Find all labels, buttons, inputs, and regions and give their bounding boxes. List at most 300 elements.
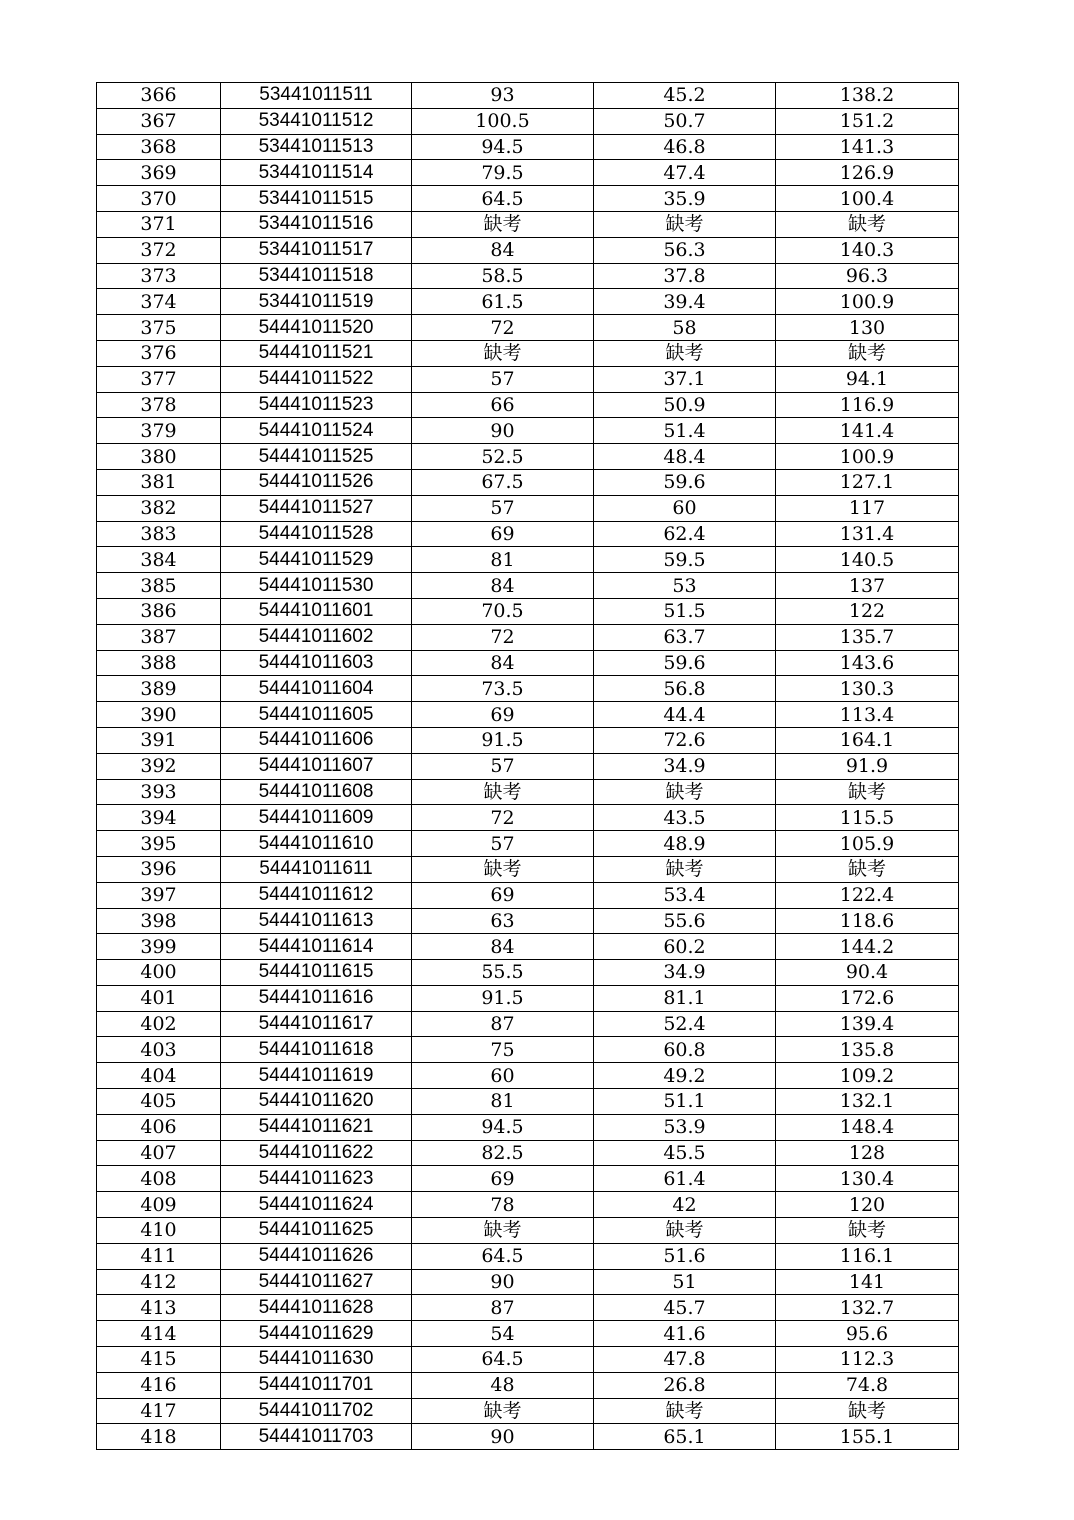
score-1-cell: 57 <box>412 831 594 857</box>
total-score-cell: 120 <box>776 1192 959 1218</box>
score-2-cell: 51 <box>594 1269 776 1295</box>
score-1-cell: 78 <box>412 1192 594 1218</box>
total-score-cell: 144.2 <box>776 934 959 960</box>
seq-cell: 389 <box>97 676 221 702</box>
seq-cell: 379 <box>97 418 221 444</box>
table-row <box>97 676 959 702</box>
score-1-cell: 84 <box>412 934 594 960</box>
score-2-cell: 49.2 <box>594 1063 776 1089</box>
seq-cell: 416 <box>97 1372 221 1398</box>
score-1-cell: 91.5 <box>412 727 594 753</box>
score-1-cell: 100.5 <box>412 108 594 134</box>
total-score-cell: 141.3 <box>776 134 959 160</box>
exam-id-cell: 54441011623 <box>221 1166 412 1192</box>
total-score-cell: 132.7 <box>776 1295 959 1321</box>
table-row <box>97 1218 959 1244</box>
table-row <box>97 186 959 212</box>
exam-id-cell: 53441011514 <box>221 160 412 186</box>
seq-cell: 378 <box>97 392 221 418</box>
total-score-cell: 117 <box>776 495 959 521</box>
score-2-cell: 59.5 <box>594 547 776 573</box>
exam-id-cell: 53441011518 <box>221 263 412 289</box>
seq-cell: 414 <box>97 1321 221 1347</box>
total-score-cell: 141.4 <box>776 418 959 444</box>
exam-id-cell: 54441011606 <box>221 727 412 753</box>
score-1-cell: 60 <box>412 1063 594 1089</box>
table-row <box>97 934 959 960</box>
exam-id-cell: 54441011616 <box>221 985 412 1011</box>
table-row <box>97 495 959 521</box>
table-row <box>97 1347 959 1373</box>
seq-cell: 407 <box>97 1140 221 1166</box>
seq-cell: 396 <box>97 856 221 882</box>
table-row <box>97 237 959 263</box>
table-row <box>97 1192 959 1218</box>
exam-id-cell: 53441011515 <box>221 186 412 212</box>
total-score-cell: 135.8 <box>776 1037 959 1063</box>
table-row <box>97 908 959 934</box>
table-row <box>97 1321 959 1347</box>
table-row <box>97 289 959 315</box>
seq-cell: 369 <box>97 160 221 186</box>
total-score-cell: 143.6 <box>776 650 959 676</box>
score-1-cell: 61.5 <box>412 289 594 315</box>
table-row <box>97 856 959 882</box>
seq-cell: 384 <box>97 547 221 573</box>
score-1-cell: 79.5 <box>412 160 594 186</box>
total-score-cell: 74.8 <box>776 1372 959 1398</box>
total-score-cell: 95.6 <box>776 1321 959 1347</box>
exam-id-cell: 54441011521 <box>221 340 412 366</box>
exam-id-cell: 54441011605 <box>221 702 412 728</box>
seq-cell: 412 <box>97 1269 221 1295</box>
score-1-cell: 72 <box>412 805 594 831</box>
seq-cell: 388 <box>97 650 221 676</box>
table-row <box>97 1295 959 1321</box>
exam-id-cell: 53441011513 <box>221 134 412 160</box>
seq-cell: 387 <box>97 624 221 650</box>
exam-id-cell: 54441011601 <box>221 598 412 624</box>
score-2-cell: 81.1 <box>594 985 776 1011</box>
table-row <box>97 211 959 237</box>
seq-cell: 397 <box>97 882 221 908</box>
seq-cell: 403 <box>97 1037 221 1063</box>
exam-id-cell: 54441011625 <box>221 1218 412 1244</box>
total-score-cell: 113.4 <box>776 702 959 728</box>
table-row <box>97 831 959 857</box>
score-2-cell: 48.4 <box>594 444 776 470</box>
score-table <box>96 82 959 1450</box>
exam-id-cell: 54441011603 <box>221 650 412 676</box>
exam-id-cell: 54441011626 <box>221 1243 412 1269</box>
table-row <box>97 469 959 495</box>
score-2-cell: 56.3 <box>594 237 776 263</box>
table-row <box>97 444 959 470</box>
exam-id-cell: 54441011621 <box>221 1114 412 1140</box>
exam-id-cell: 54441011609 <box>221 805 412 831</box>
total-score-cell: 130.3 <box>776 676 959 702</box>
seq-cell: 393 <box>97 779 221 805</box>
table-row <box>97 1063 959 1089</box>
score-1-cell: 缺考 <box>412 779 594 805</box>
table-row <box>97 418 959 444</box>
score-2-cell: 58 <box>594 315 776 341</box>
seq-cell: 410 <box>97 1218 221 1244</box>
score-1-cell: 69 <box>412 1166 594 1192</box>
exam-id-cell: 54441011703 <box>221 1424 412 1450</box>
table-row <box>97 1011 959 1037</box>
total-score-cell: 122.4 <box>776 882 959 908</box>
table-row <box>97 1037 959 1063</box>
score-1-cell: 58.5 <box>412 263 594 289</box>
score-2-cell: 51.4 <box>594 418 776 444</box>
score-1-cell: 69 <box>412 521 594 547</box>
score-2-cell: 60 <box>594 495 776 521</box>
seq-cell: 385 <box>97 573 221 599</box>
total-score-cell: 139.4 <box>776 1011 959 1037</box>
score-1-cell: 81 <box>412 1089 594 1115</box>
score-2-cell: 55.6 <box>594 908 776 934</box>
score-1-cell: 94.5 <box>412 134 594 160</box>
score-1-cell: 缺考 <box>412 1398 594 1424</box>
table-row <box>97 134 959 160</box>
score-2-cell: 50.7 <box>594 108 776 134</box>
total-score-cell: 116.9 <box>776 392 959 418</box>
total-score-cell: 96.3 <box>776 263 959 289</box>
exam-id-cell: 54441011525 <box>221 444 412 470</box>
score-1-cell: 87 <box>412 1011 594 1037</box>
table-row <box>97 108 959 134</box>
total-score-cell: 100.9 <box>776 289 959 315</box>
total-score-cell: 155.1 <box>776 1424 959 1450</box>
score-2-cell: 39.4 <box>594 289 776 315</box>
total-score-cell: 118.6 <box>776 908 959 934</box>
score-1-cell: 缺考 <box>412 1218 594 1244</box>
total-score-cell: 138.2 <box>776 83 959 109</box>
table-row <box>97 521 959 547</box>
score-1-cell: 69 <box>412 702 594 728</box>
score-2-cell: 26.8 <box>594 1372 776 1398</box>
score-1-cell: 54 <box>412 1321 594 1347</box>
score-2-cell: 61.4 <box>594 1166 776 1192</box>
total-score-cell: 140.3 <box>776 237 959 263</box>
score-1-cell: 64.5 <box>412 186 594 212</box>
total-score-cell: 137 <box>776 573 959 599</box>
score-2-cell: 缺考 <box>594 779 776 805</box>
table-row <box>97 1166 959 1192</box>
exam-id-cell: 54441011613 <box>221 908 412 934</box>
score-1-cell: 70.5 <box>412 598 594 624</box>
exam-id-cell: 54441011530 <box>221 573 412 599</box>
exam-id-cell: 53441011517 <box>221 237 412 263</box>
table-row <box>97 598 959 624</box>
score-2-cell: 45.2 <box>594 83 776 109</box>
exam-id-cell: 54441011526 <box>221 469 412 495</box>
total-score-cell: 128 <box>776 1140 959 1166</box>
table-row <box>97 1089 959 1115</box>
score-1-cell: 84 <box>412 237 594 263</box>
total-score-cell: 缺考 <box>776 1398 959 1424</box>
table-row <box>97 1269 959 1295</box>
score-2-cell: 60.2 <box>594 934 776 960</box>
table-row <box>97 882 959 908</box>
score-1-cell: 48 <box>412 1372 594 1398</box>
score-2-cell: 53.4 <box>594 882 776 908</box>
exam-id-cell: 54441011614 <box>221 934 412 960</box>
exam-id-cell: 54441011528 <box>221 521 412 547</box>
score-table-body <box>97 83 959 1450</box>
score-2-cell: 72.6 <box>594 727 776 753</box>
total-score-cell: 131.4 <box>776 521 959 547</box>
seq-cell: 402 <box>97 1011 221 1037</box>
table-row <box>97 753 959 779</box>
seq-cell: 390 <box>97 702 221 728</box>
total-score-cell: 122 <box>776 598 959 624</box>
seq-cell: 417 <box>97 1398 221 1424</box>
table-row <box>97 1424 959 1450</box>
seq-cell: 370 <box>97 186 221 212</box>
total-score-cell: 172.6 <box>776 985 959 1011</box>
seq-cell: 411 <box>97 1243 221 1269</box>
seq-cell: 375 <box>97 315 221 341</box>
seq-cell: 373 <box>97 263 221 289</box>
exam-id-cell: 54441011619 <box>221 1063 412 1089</box>
exam-id-cell: 53441011519 <box>221 289 412 315</box>
exam-id-cell: 54441011620 <box>221 1089 412 1115</box>
score-1-cell: 90 <box>412 1269 594 1295</box>
table-row <box>97 650 959 676</box>
seq-cell: 418 <box>97 1424 221 1450</box>
score-1-cell: 75 <box>412 1037 594 1063</box>
exam-id-cell: 54441011612 <box>221 882 412 908</box>
score-2-cell: 37.1 <box>594 366 776 392</box>
score-1-cell: 81 <box>412 547 594 573</box>
exam-id-cell: 54441011529 <box>221 547 412 573</box>
score-2-cell: 53 <box>594 573 776 599</box>
score-1-cell: 缺考 <box>412 340 594 366</box>
table-row <box>97 160 959 186</box>
total-score-cell: 缺考 <box>776 340 959 366</box>
table-row <box>97 83 959 109</box>
table-row <box>97 1372 959 1398</box>
seq-cell: 398 <box>97 908 221 934</box>
score-2-cell: 47.4 <box>594 160 776 186</box>
score-1-cell: 82.5 <box>412 1140 594 1166</box>
exam-id-cell: 54441011622 <box>221 1140 412 1166</box>
table-row <box>97 366 959 392</box>
seq-cell: 382 <box>97 495 221 521</box>
score-2-cell: 43.5 <box>594 805 776 831</box>
table-row <box>97 1140 959 1166</box>
score-2-cell: 35.9 <box>594 186 776 212</box>
exam-id-cell: 54441011607 <box>221 753 412 779</box>
score-1-cell: 69 <box>412 882 594 908</box>
score-1-cell: 缺考 <box>412 856 594 882</box>
seq-cell: 404 <box>97 1063 221 1089</box>
exam-id-cell: 54441011527 <box>221 495 412 521</box>
seq-cell: 399 <box>97 934 221 960</box>
seq-cell: 376 <box>97 340 221 366</box>
score-2-cell: 52.4 <box>594 1011 776 1037</box>
seq-cell: 406 <box>97 1114 221 1140</box>
total-score-cell: 148.4 <box>776 1114 959 1140</box>
score-2-cell: 缺考 <box>594 1398 776 1424</box>
total-score-cell: 缺考 <box>776 856 959 882</box>
table-row <box>97 1243 959 1269</box>
total-score-cell: 94.1 <box>776 366 959 392</box>
score-2-cell: 51.6 <box>594 1243 776 1269</box>
score-2-cell: 50.9 <box>594 392 776 418</box>
total-score-cell: 90.4 <box>776 960 959 986</box>
score-2-cell: 34.9 <box>594 960 776 986</box>
total-score-cell: 140.5 <box>776 547 959 573</box>
exam-id-cell: 54441011627 <box>221 1269 412 1295</box>
score-1-cell: 64.5 <box>412 1347 594 1373</box>
seq-cell: 381 <box>97 469 221 495</box>
score-2-cell: 59.6 <box>594 650 776 676</box>
exam-id-cell: 54441011702 <box>221 1398 412 1424</box>
score-1-cell: 90 <box>412 1424 594 1450</box>
exam-id-cell: 54441011604 <box>221 676 412 702</box>
score-1-cell: 91.5 <box>412 985 594 1011</box>
score-1-cell: 55.5 <box>412 960 594 986</box>
exam-id-cell: 54441011617 <box>221 1011 412 1037</box>
score-1-cell: 87 <box>412 1295 594 1321</box>
score-2-cell: 34.9 <box>594 753 776 779</box>
table-row <box>97 985 959 1011</box>
seq-cell: 380 <box>97 444 221 470</box>
exam-id-cell: 54441011524 <box>221 418 412 444</box>
exam-id-cell: 54441011610 <box>221 831 412 857</box>
score-1-cell: 67.5 <box>412 469 594 495</box>
seq-cell: 408 <box>97 1166 221 1192</box>
seq-cell: 374 <box>97 289 221 315</box>
total-score-cell: 100.9 <box>776 444 959 470</box>
table-row <box>97 805 959 831</box>
table-row <box>97 960 959 986</box>
seq-cell: 413 <box>97 1295 221 1321</box>
seq-cell: 377 <box>97 366 221 392</box>
exam-id-cell: 54441011608 <box>221 779 412 805</box>
score-2-cell: 44.4 <box>594 702 776 728</box>
total-score-cell: 141 <box>776 1269 959 1295</box>
exam-id-cell: 54441011618 <box>221 1037 412 1063</box>
total-score-cell: 116.1 <box>776 1243 959 1269</box>
score-1-cell: 73.5 <box>412 676 594 702</box>
table-row <box>97 702 959 728</box>
total-score-cell: 164.1 <box>776 727 959 753</box>
score-1-cell: 57 <box>412 495 594 521</box>
seq-cell: 400 <box>97 960 221 986</box>
score-2-cell: 53.9 <box>594 1114 776 1140</box>
seq-cell: 367 <box>97 108 221 134</box>
score-2-cell: 41.6 <box>594 1321 776 1347</box>
exam-id-cell: 54441011624 <box>221 1192 412 1218</box>
exam-id-cell: 54441011611 <box>221 856 412 882</box>
score-2-cell: 56.8 <box>594 676 776 702</box>
score-1-cell: 72 <box>412 624 594 650</box>
score-2-cell: 51.5 <box>594 598 776 624</box>
score-1-cell: 52.5 <box>412 444 594 470</box>
score-2-cell: 缺考 <box>594 340 776 366</box>
score-2-cell: 缺考 <box>594 211 776 237</box>
score-1-cell: 缺考 <box>412 211 594 237</box>
score-1-cell: 93 <box>412 83 594 109</box>
score-2-cell: 37.8 <box>594 263 776 289</box>
exam-id-cell: 53441011516 <box>221 211 412 237</box>
total-score-cell: 缺考 <box>776 779 959 805</box>
seq-cell: 415 <box>97 1347 221 1373</box>
seq-cell: 371 <box>97 211 221 237</box>
exam-id-cell: 53441011512 <box>221 108 412 134</box>
score-1-cell: 63 <box>412 908 594 934</box>
total-score-cell: 109.2 <box>776 1063 959 1089</box>
total-score-cell: 130.4 <box>776 1166 959 1192</box>
score-2-cell: 45.5 <box>594 1140 776 1166</box>
exam-id-cell: 54441011701 <box>221 1372 412 1398</box>
exam-id-cell: 54441011629 <box>221 1321 412 1347</box>
score-1-cell: 57 <box>412 753 594 779</box>
table-row <box>97 727 959 753</box>
table-row <box>97 340 959 366</box>
total-score-cell: 151.2 <box>776 108 959 134</box>
score-2-cell: 63.7 <box>594 624 776 650</box>
score-2-cell: 51.1 <box>594 1089 776 1115</box>
seq-cell: 395 <box>97 831 221 857</box>
table-row <box>97 392 959 418</box>
exam-id-cell: 54441011520 <box>221 315 412 341</box>
score-2-cell: 65.1 <box>594 1424 776 1450</box>
score-1-cell: 64.5 <box>412 1243 594 1269</box>
total-score-cell: 132.1 <box>776 1089 959 1115</box>
total-score-cell: 缺考 <box>776 211 959 237</box>
score-1-cell: 57 <box>412 366 594 392</box>
total-score-cell: 115.5 <box>776 805 959 831</box>
exam-id-cell: 54441011523 <box>221 392 412 418</box>
exam-id-cell: 54441011615 <box>221 960 412 986</box>
total-score-cell: 缺考 <box>776 1218 959 1244</box>
score-1-cell: 72 <box>412 315 594 341</box>
seq-cell: 405 <box>97 1089 221 1115</box>
score-2-cell: 62.4 <box>594 521 776 547</box>
seq-cell: 392 <box>97 753 221 779</box>
score-1-cell: 84 <box>412 650 594 676</box>
total-score-cell: 127.1 <box>776 469 959 495</box>
exam-id-cell: 54441011602 <box>221 624 412 650</box>
score-2-cell: 缺考 <box>594 856 776 882</box>
score-2-cell: 45.7 <box>594 1295 776 1321</box>
total-score-cell: 135.7 <box>776 624 959 650</box>
seq-cell: 383 <box>97 521 221 547</box>
score-2-cell: 59.6 <box>594 469 776 495</box>
score-1-cell: 94.5 <box>412 1114 594 1140</box>
table-row <box>97 1114 959 1140</box>
score-2-cell: 48.9 <box>594 831 776 857</box>
total-score-cell: 91.9 <box>776 753 959 779</box>
seq-cell: 394 <box>97 805 221 831</box>
total-score-cell: 100.4 <box>776 186 959 212</box>
score-2-cell: 60.8 <box>594 1037 776 1063</box>
table-row <box>97 573 959 599</box>
table-row <box>97 315 959 341</box>
total-score-cell: 112.3 <box>776 1347 959 1373</box>
exam-id-cell: 54441011628 <box>221 1295 412 1321</box>
score-2-cell: 46.8 <box>594 134 776 160</box>
table-row <box>97 547 959 573</box>
score-2-cell: 缺考 <box>594 1218 776 1244</box>
exam-id-cell: 54441011522 <box>221 366 412 392</box>
total-score-cell: 130 <box>776 315 959 341</box>
